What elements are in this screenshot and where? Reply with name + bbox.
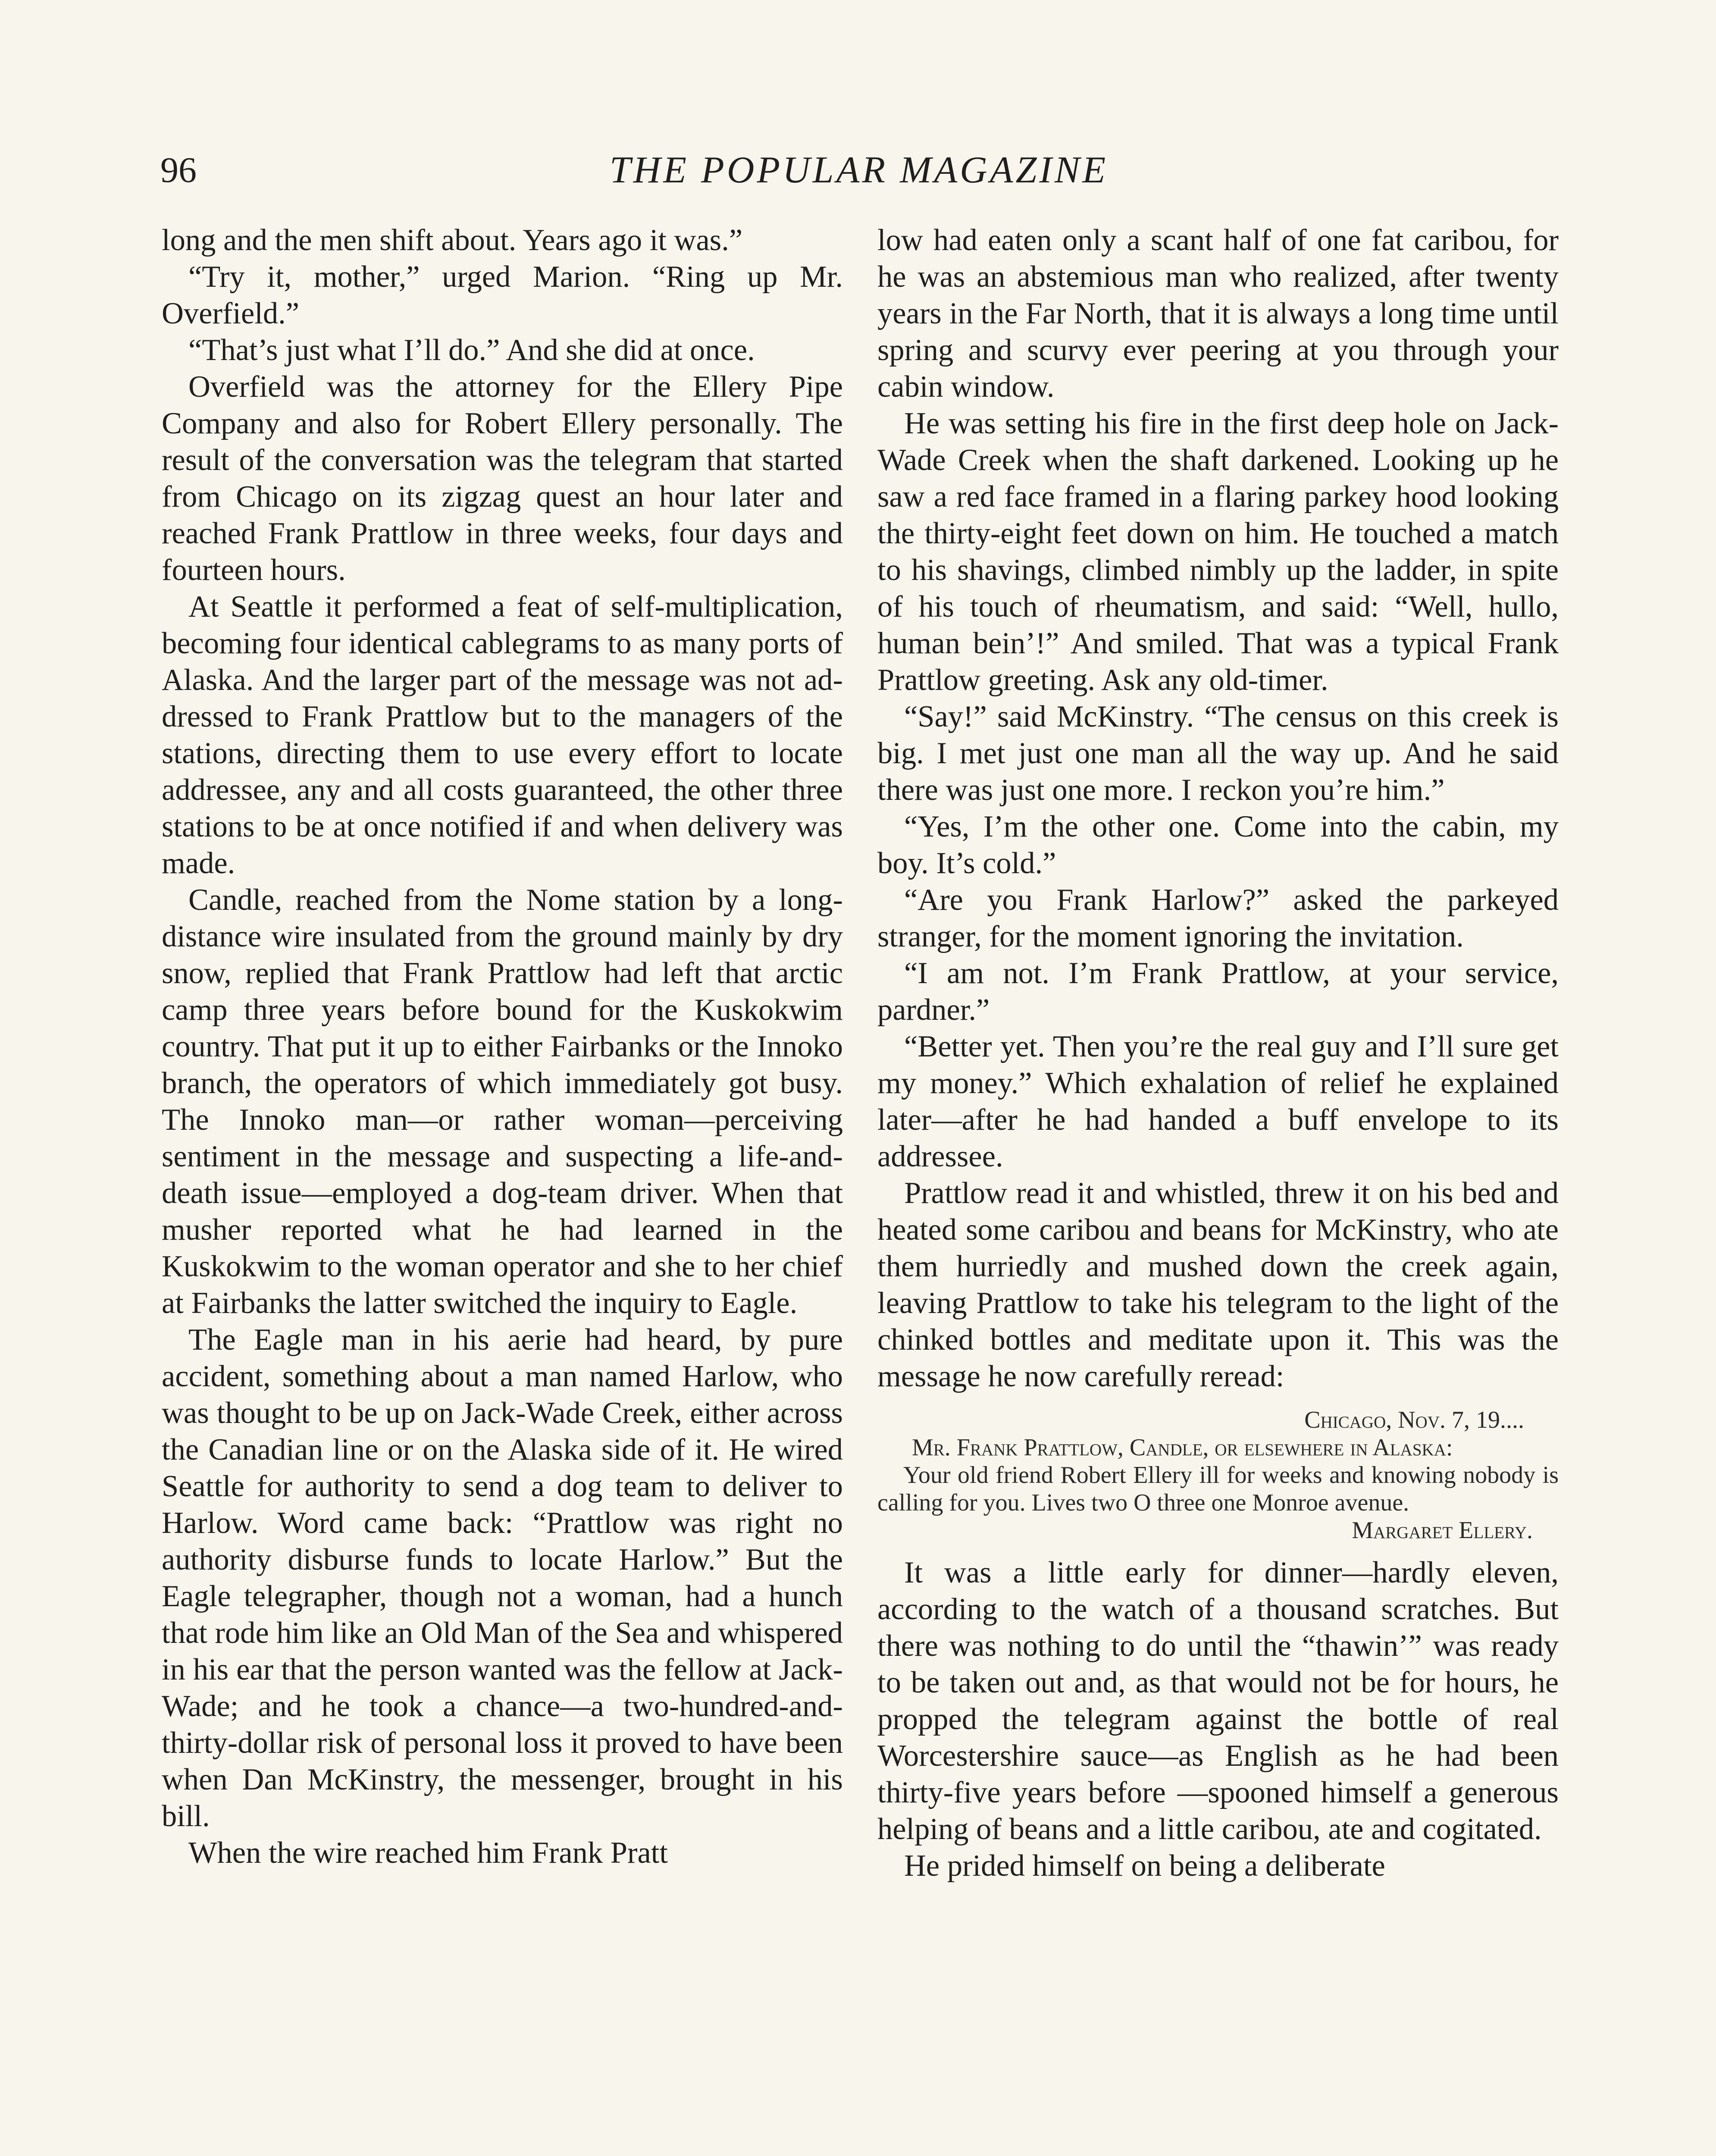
- paragraph: It was a little early for dinner—hardly eleven, according to the watch of a thousand scratches. But there was nothing to do until the “thawin’” was ready to be taken out and, as that would not be for hours, he propped the telegram against the bottle of real Worcestershire sauce—as English as he had been thirty-five years before —spooned himself a generous helping of beans and a little caribou, ate and cogitated.: [877, 1556, 1559, 1846]
- telegram-address: Mr. Frank Prattlow, Candle, or elsewhere in Alaska:: [912, 1434, 1453, 1461]
- paragraph: “Say!” said McKinstry. “The census on this creek is big. I met just one man all the way up. And he said there was just one more. I reckon you’re him.”: [877, 700, 1559, 807]
- paragraph: “That’s just what I’ll do.” And she did at once.: [188, 333, 755, 367]
- paragraph: “Are you Frank Harlow?” asked the parkeyed stranger, for the moment ignoring the invitation.: [877, 883, 1559, 953]
- paragraph: low had eaten only a scant half of one fat caribou, for he was an abstemious man who realized, after twenty years in the Far North, that it is always a long time until spring and scurvy ever peering at you through your cabin window.: [877, 223, 1559, 404]
- paragraph: At Seattle it performed a feat of self-multiplication, becoming four identical cablegrams to as many ports of Alaska. And the larger part of the message was not addressed to Frank Prattlow but to the managers of the stations, directing them to use every effort to locate addressee, any and all costs guaranteed, the other three stations to be at once notified if and when delivery was made.: [162, 590, 843, 880]
- paragraph: He prided himself on being a deliberate: [904, 1849, 1385, 1883]
- telegram-signature: Margaret Ellery.: [1352, 1517, 1533, 1544]
- paragraph: long and the men shift about. Years ago it was.”: [162, 223, 743, 257]
- paragraph: Overfield was the attorney for the Ellery Pipe Company and also for Robert Ellery personally. The result of the conversation was the telegram that started from Chicago on its zigzag quest an hour later and reached Frank Prattlow in three weeks, four days and fourteen hours.: [162, 370, 843, 587]
- running-title: THE POPULAR MAGAZINE: [609, 149, 1109, 191]
- paragraph: “I am not. I’m Frank Prattlow, at your service, pardner.”: [877, 956, 1559, 1027]
- paragraph: Candle, reached from the Nome station by a long-distance wire insulated from the ground mainly by dry snow, replied that Frank Prattlow had left that arctic camp three years before bound for the Kuskokwim country. That put it up to either Fairbanks or the Innoko branch, the operators of which immediately got busy. The Innoko man—or rather woman—perceiving sentiment in the message and suspecting a life-and-death issue—employed a dog-team driver. When that musher reported what he had learned in the Kuskokwim to the woman operator and she to her chief at Fairbanks the latter switched the inquiry to Eagle.: [162, 883, 843, 1320]
- page-header: [160, 147, 1557, 194]
- paragraph: “Better yet. Then you’re the real guy and I’ll sure get my money.” Which exhalation of relief he explained later—after he had handed a buff envelope to its addressee.: [877, 1030, 1559, 1173]
- telegram-block: [877, 1406, 1559, 1544]
- paragraph: The Eagle man in his aerie had heard, by pure accident, something about a man named Harlow, who was thought to be up on Jack-Wade Creek, either across the Canadian line or on the Alaska side of it. He wired Seattle for authority to send a dog team to deliver to Harlow. Word came back: “Prattlow was right no authority disburse funds to locate Harlow.” But the Eagle telegrapher, though not a woman, had a hunch that rode him like an Old Man of the Sea and whispered in his ear that the person wanted was the fellow at Jack-Wade; and he took a chance—a two-hundred-and-thirty-dollar risk of personal loss it proved to have been when Dan McKinstry, the messenger, brought in his bill.: [162, 1323, 843, 1833]
- paragraph: When the wire reached him Frank Pratt: [188, 1836, 668, 1870]
- paragraph: Prattlow read it and whistled, threw it on his bed and heated some caribou and beans for McKinstry, who ate them hurriedly and mushed down the creek again, leaving Prattlow to take his telegram to the light of the chinked bottles and meditate upon it. This was the message he now carefully reread:: [877, 1176, 1559, 1393]
- telegram-body: Your old friend Robert Ellery ill for weeks and knowing nobody is calling for you. Lives two O three one Monroe avenue.: [877, 1462, 1559, 1516]
- page-number: 96: [160, 150, 197, 190]
- paragraph: “Yes, I’m the other one. Come into the cabin, my boy. It’s cold.”: [877, 810, 1559, 880]
- telegram-dateline: Chicago, Nov. 7, 19....: [1304, 1407, 1524, 1433]
- left-column: [162, 222, 843, 1871]
- paragraph: He was setting his fire in the first deep hole on Jack-Wade Creek when the shaft darkened. Looking up he saw a red face framed in a flaring parkey hood looking the thirty-eight feet down on him. He touched a match to his shavings, climbed nimbly up the ladder, in spite of his touch of rheumatism, and said: “Well, hullo, human bein’!” And smiled. That was a typical Frank Prattlow greeting. Ask any old-timer.: [877, 407, 1559, 697]
- paragraph: “Try it, mother,” urged Marion. “Ring up Mr. Overfield.”: [162, 260, 843, 330]
- right-column: [877, 222, 1559, 1884]
